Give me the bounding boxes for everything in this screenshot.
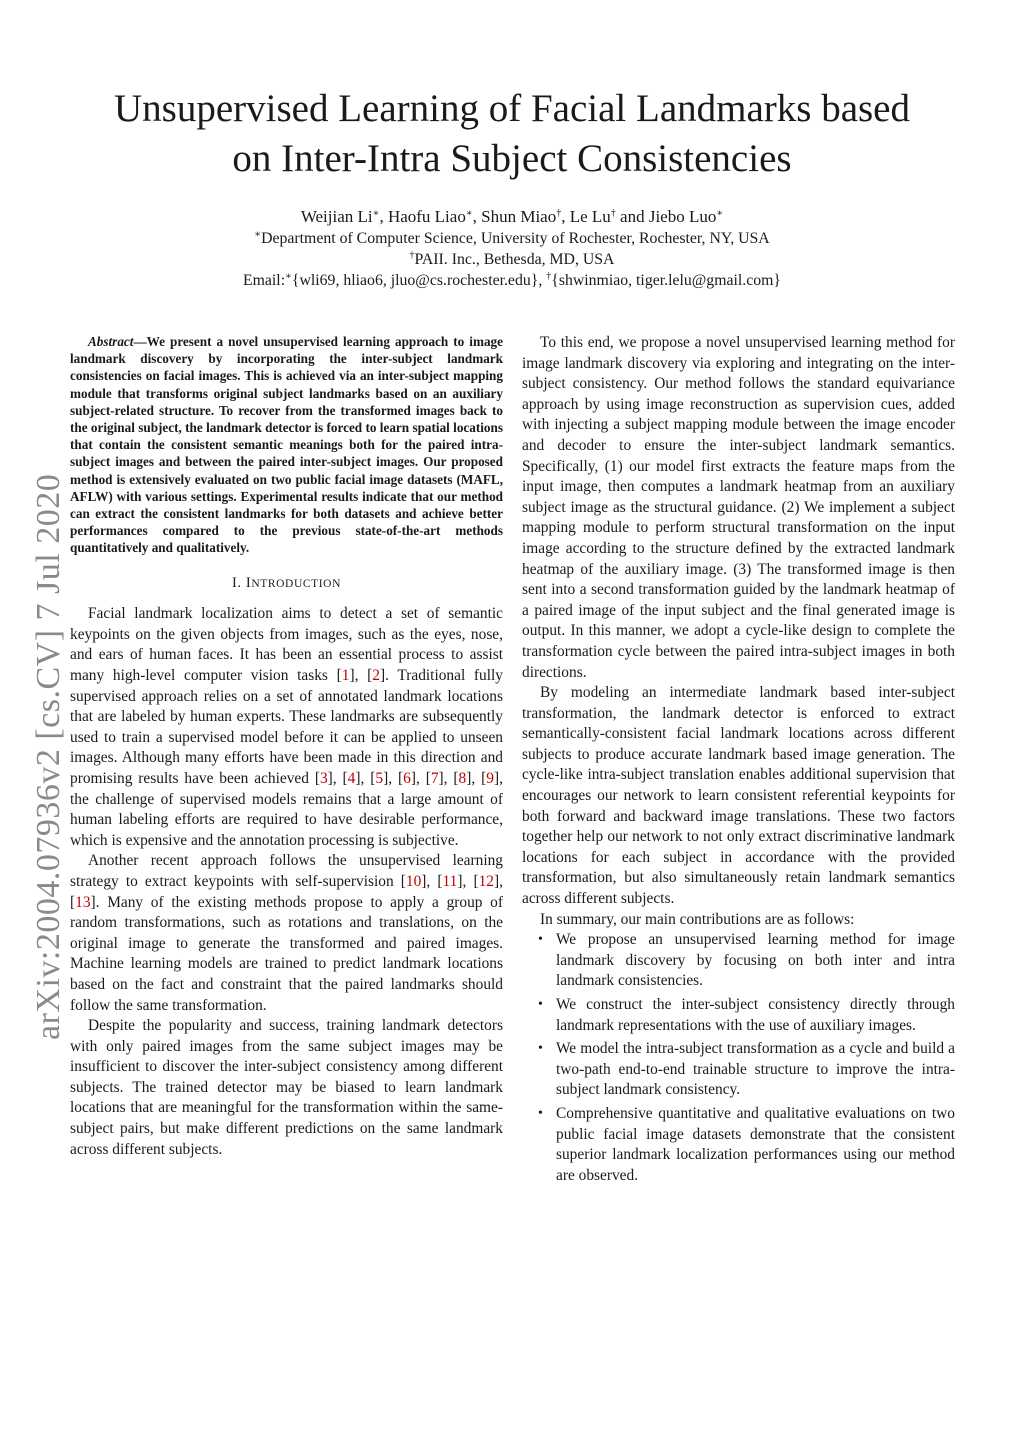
citation[interactable]: [1] <box>336 667 355 685</box>
separator: and <box>615 207 649 226</box>
citation[interactable]: [5] <box>370 769 389 787</box>
paragraph-text: , the challenge of supervised models remains that a large amount of human labeling efforts are required to have desirable performance, which is expensive and the annotation processing is subjective. <box>70 769 503 849</box>
author-name: Weijian Li <box>300 207 373 226</box>
title-line-2: on Inter-Intra Subject Consistencies <box>232 137 792 180</box>
author-name: Shun Miao <box>481 207 557 226</box>
section-title-rest: NTRODUCTION <box>251 577 341 590</box>
citation-number[interactable]: 8 <box>458 769 467 787</box>
citation[interactable]: [8] <box>453 769 472 787</box>
paragraph-text: . Many of the existing methods propose to apply a group of random transformations, such as rotations and translations, on the original image to generate the transformed and paired images. Machine learning models are trained to predict landmark locations based on the fact and constraint that the paired landmarks should follow the same transformation. <box>70 893 503 1014</box>
citation-number[interactable]: 9 <box>486 769 494 787</box>
bullet-icon: • <box>538 932 543 948</box>
list-item-text: We construct the inter-subject consistency directly through landmark representations with the use of auxiliary images. <box>556 996 955 1034</box>
title-line-1: Unsupervised Learning of Facial Landmarks based <box>114 87 910 130</box>
author-name: Jiebo Luo <box>648 207 717 226</box>
affiliation-mark: ∗ <box>372 208 380 219</box>
paragraph-text: . Traditional fully supervised approach relies on a set of annotated landmark locations that are labeled by human experts. These landmarks are subsequently used to train a supervised model before it can be applied to unseen images. Although many efforts have been made in this direction and promising results have been achieved <box>70 667 503 787</box>
affiliation-mark: † <box>556 208 562 219</box>
citation[interactable]: [10] <box>400 872 427 890</box>
author-name: Haofu Liao <box>387 207 466 226</box>
paragraph: Another recent approach follows the unsupervised learning strategy to extract keypoints with self-supervision [10], [11], [12], [13]. Many of the existing methods propose to apply a group of random transformations, such as rotations and translations, on the original image to generate the transformed and paired images. Machine learning models are trained to predict landmark locations based on the fact and constraint that the paired landmarks should follow the same transformation. <box>70 852 503 1014</box>
separator: , <box>472 207 482 226</box>
citation[interactable]: [9] <box>481 769 500 787</box>
citation[interactable]: [3] <box>314 769 333 787</box>
affiliation-mark: † <box>610 208 616 219</box>
citation[interactable]: [12] <box>473 872 500 890</box>
citation-number[interactable]: 6 <box>403 769 411 787</box>
citation[interactable]: [11] <box>437 872 463 890</box>
paragraph: By modeling an intermediate landmark based inter-subject transformation, the landmark detector is enforced to extract semantically-consistent facial landmark locations across different subjects to produce accurate landmark based image generation. The cycle-like intra-subject translation enables additional supervision that encourages our network to learn consistent referential keypoints for both forward and backward image translations. These two factors together help our network to not only extract discriminative landmark locations for each subject in accordance with the provided transformation, but also simultaneously retain landmark semantics across different subjects. <box>522 684 955 908</box>
citation-number[interactable]: 5 <box>375 769 384 787</box>
paper-title <box>60 84 964 184</box>
bullet-icon: • <box>538 1041 543 1057</box>
list-item-text: We propose an unsupervised learning method for image landmark discovery by focusing on both inter and intra landmark consistencies. <box>556 931 955 990</box>
separator: , <box>379 207 388 226</box>
affiliation-mark: ∗ <box>716 208 724 219</box>
citation-number[interactable]: 2 <box>372 667 380 685</box>
abstract <box>70 333 503 557</box>
affiliation-1 <box>60 228 964 249</box>
citation[interactable]: [13] <box>70 893 96 911</box>
section-heading-introduction <box>70 573 503 595</box>
email-group: {shwinmiao, tiger.lelu@gmail.com} <box>551 272 782 289</box>
left-column <box>70 333 503 1160</box>
citation-number[interactable]: 11 <box>442 872 458 890</box>
paragraph: In summary, our main contributions are as follows: <box>540 910 855 928</box>
right-column <box>522 333 955 1189</box>
citation-number[interactable]: 12 <box>478 872 494 890</box>
author-names <box>60 206 964 227</box>
citation[interactable]: [2] <box>367 667 386 685</box>
list-item <box>522 930 955 992</box>
citation-number[interactable]: 3 <box>319 769 328 787</box>
section-number: I. <box>232 574 246 591</box>
affiliation-mark: ∗ <box>254 229 262 240</box>
affiliation-text: Department of Computer Science, University of Rochester, Rochester, NY, USA <box>261 230 770 247</box>
citation[interactable]: [4] <box>342 769 361 787</box>
email-group: {wli69, hliao6, jluo@cs.rochester.edu}, <box>291 272 547 289</box>
citation[interactable]: [7] <box>425 769 444 787</box>
list-item <box>522 1039 955 1101</box>
list-item <box>522 995 955 1036</box>
citation-number[interactable]: 13 <box>75 893 91 911</box>
affiliation-mark: † <box>546 271 552 282</box>
list-item-text: We model the intra-subject transformation as a cycle and build a two-path end-to-end trainable structure to improve the intra-subject landmark consistency. <box>556 1040 955 1099</box>
abstract-body: —We present a novel unsupervised learning approach to image landmark discovery by incorporating the inter-subject landmark consistencies on facial images. This is achieved via an inter-subject mapping module that transforms original subject landmarks based on an auxiliary subject-related structure. To recover from the transformed images back to the original subject, the landmark detector is forced to learn spatial locations that contain the consistent semantic meanings both for the paired intra-subject images and between the paired inter-subject images. Our proposed method is extensively evaluated on two public facial image datasets (MAFL, AFLW) with various settings. Experimental results indicate that our method can extract the consistent landmarks for both datasets and achieve better performances compared to the previous state-of-the-art methods quantitatively and qualitatively. <box>70 334 503 556</box>
affiliation-mark: ∗ <box>285 271 292 282</box>
bullet-icon: • <box>538 1105 543 1121</box>
paragraph: Facial landmark localization aims to detect a set of semantic keypoints on the given objects from images, such as the eyes, nose, and ears of human faces. It has been an essential process to assist many high-level computer vision tasks [1], [2]. Traditional fully supervised approach relies on a set of annotated landmark locations that are labeled by human experts. These landmarks are subsequently used to train a supervised model before it can be applied to unseen images. Although many efforts have been made in this direction and promising results have been achieved [3], [4], [5], [6], [7], [8], [9], the challenge of supervised models remains that a large amount of human labeling efforts are required to have desirable performance, which is expensive and the annotation processing is subjective. <box>70 605 503 849</box>
list-item <box>522 1104 955 1186</box>
affiliation-mark: † <box>409 250 415 261</box>
author-block <box>60 206 964 291</box>
citation-number[interactable]: 7 <box>430 769 439 787</box>
citation-number[interactable]: 4 <box>347 769 356 787</box>
separator: , <box>561 207 570 226</box>
email-label: Email: <box>242 272 286 289</box>
affiliation-text: PAII. Inc., Bethesda, MD, USA <box>414 251 615 268</box>
author-name: Le Lu <box>569 207 611 226</box>
citation-number[interactable]: 1 <box>341 667 350 685</box>
paragraph: To this end, we propose a novel unsupervised learning method for image landmark discovery via exploring and integrating on the inter-subject consistency. Our method follows the standard equivariance approach by using image reconstruction as supervision cues, added with injecting a subject mapping module between the image encoder and decoder to ensure the inter-subject landmark semantics. Specifically, (1) our model first extracts the feature maps from the input image, then computes a landmark heatmap from an auxiliary subject image as the structural guidance. (2) We implement a subject mapping module to perform structural transformation on the input image according to the structure defined by the extracted landmark heatmap of the auxiliary image. (3) The transformed image is then sent into a second transformation guided by the landmark heatmap of a paired image of the input subject and the final generated image is output. In this manner, we adopt a cycle-like design to complete the transformation cycle between the paired intra-subject images in both directions. <box>522 334 955 681</box>
list-item-text: Comprehensive quantitative and qualitative evaluations on two public facial image datasets demonstrate that the consistent superior landmark localization performances using our method are observed. <box>556 1104 955 1184</box>
affiliation-mark: ∗ <box>465 208 473 219</box>
paragraph: Despite the popularity and success, training landmark detectors with only paired images from the same subject images may be insufficient to discover the inter-subject consistency among different subjects. The trained detector may be biased to learn landmark locations that are meaningful for the transformation within the same-subject pairs, but make different predictions on the same landmark across different subjects. <box>70 1017 503 1158</box>
bullet-icon: • <box>538 997 543 1012</box>
citation-number[interactable]: 10 <box>405 872 422 890</box>
arxiv-identifier: arXiv:2004.07936v2 [cs.CV] 7 Jul 2020 <box>30 473 67 1040</box>
contributions-list <box>522 930 955 1186</box>
affiliation-2 <box>60 249 964 270</box>
abstract-label: Abstract <box>88 334 134 349</box>
email-line <box>60 270 964 291</box>
paragraph-text: Facial landmark localization aims to detect a set of semantic keypoints on the given objects from images, such as the eyes, nose, and ears of human faces. It has been an essential process to assist many high-level computer vision tasks <box>70 605 503 685</box>
paragraph-text: Another recent approach follows the unsupervised learning strategy to extract keypoints with self-supervision <box>70 852 503 890</box>
section-title-initial: I <box>245 574 252 591</box>
citation[interactable]: [6] <box>397 769 416 787</box>
